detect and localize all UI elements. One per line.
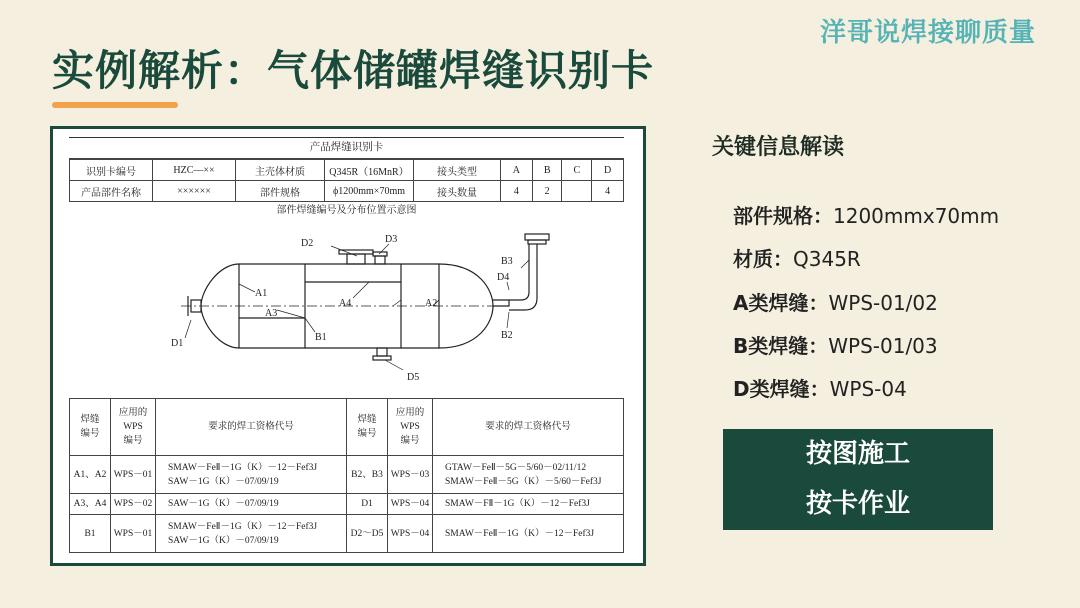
qual-line: GTAW－FeⅡ－5G－5/60－02/11/12 — [445, 462, 587, 473]
cell: ×××××× — [153, 181, 236, 202]
brand-logo-text: 洋哥说焊接聊质量 — [820, 18, 1037, 48]
info-item-a-weld — [733, 287, 938, 316]
cell: 识别卡编号 — [70, 160, 153, 181]
label-A2: A2 — [425, 298, 438, 309]
callout-line-1: 按图施工 — [805, 439, 910, 469]
cell-wps: WPS－01 — [111, 515, 156, 553]
cell-wps: WPS－02 — [111, 494, 156, 515]
callout-line-2: 按卡作业 — [805, 489, 910, 519]
qual-line: SMAW－FeⅡ－1G（K）－12－Fef3J — [168, 521, 318, 532]
qual-line: SMAW－FeⅡ－1G（K）－12－Fef3J — [168, 462, 318, 473]
label-D4: D4 — [497, 272, 510, 283]
label-B1: B1 — [315, 332, 327, 343]
cell: A — [501, 160, 533, 181]
title-underline — [52, 102, 178, 108]
table-row — [70, 181, 624, 202]
header-weld-no: 焊缝 编号 — [70, 399, 111, 456]
weld-id-card-image — [50, 126, 646, 566]
cell: HZC—×× — [153, 160, 236, 181]
table-row — [70, 160, 624, 181]
qual-line: SAW－1G（K）－07/09/19 — [168, 535, 279, 546]
label-D1: D1 — [171, 338, 184, 349]
cell-weld-no: A1、A2 — [70, 456, 111, 494]
info-label: A类焊缝： — [733, 291, 829, 315]
cell-qual — [156, 494, 347, 515]
table-row — [70, 515, 624, 553]
cell-weld-no: B1 — [70, 515, 111, 553]
cell: 部件规格 — [236, 181, 325, 202]
cell: ϕ1200mm×70mm — [325, 181, 414, 202]
cell-weld-no: A3、A4 — [70, 494, 111, 515]
info-item-d-weld — [733, 373, 907, 402]
info-label: D类焊缝： — [733, 377, 830, 401]
info-value: 1200mmx70mm — [833, 204, 1000, 228]
info-label: 材质： — [733, 247, 793, 271]
info-label: B类焊缝： — [733, 334, 829, 358]
cell: 4 — [501, 181, 533, 202]
cell-weld-no: D2～D5 — [347, 515, 388, 553]
header-qual: 要求的焊工资格代号 — [433, 399, 624, 456]
table-row — [70, 456, 624, 494]
table-header-row — [70, 399, 624, 456]
header-wps: 应用的 WPS 编号 — [111, 399, 156, 456]
header-qual: 要求的焊工资格代号 — [156, 399, 347, 456]
info-value: WPS-01/02 — [828, 291, 938, 315]
cell: 主壳体材质 — [236, 160, 325, 181]
summary-callout — [723, 429, 993, 530]
qual-line: SAW－1G（K）－07/09/19 — [168, 499, 279, 509]
header-wps: 应用的 WPS 编号 — [388, 399, 433, 456]
info-item-material — [733, 243, 861, 272]
cell-qual — [156, 456, 347, 494]
cell — [562, 181, 592, 202]
info-value: Q345R — [793, 247, 861, 271]
wps-table — [69, 398, 624, 553]
label-D3: D3 — [385, 234, 398, 245]
label-A1: A1 — [255, 288, 268, 299]
cell: 接头数量 — [414, 181, 501, 202]
qual-line: SMAW－FⅡ－1G（K）－12－Fef3J — [445, 499, 590, 509]
card-caption: 产品焊缝识别卡 — [69, 137, 624, 159]
label-A4: A4 — [339, 298, 352, 309]
cell: C — [562, 160, 592, 181]
page-title: 实例解析：气体储罐焊缝识别卡 — [52, 46, 655, 95]
qual-line: SAW－1G（K）－07/09/19 — [168, 476, 279, 487]
label-D2: D2 — [301, 238, 314, 249]
cell: Q345R（16MnR） — [325, 160, 414, 181]
info-value: WPS-01/03 — [828, 334, 938, 358]
cell-wps: WPS－04 — [388, 515, 433, 553]
label-A3: A3 — [265, 308, 278, 319]
cell-qual — [433, 515, 624, 553]
qual-line: SMAW－FeⅡ－5G（K）－5/60－Fef3J — [445, 476, 602, 487]
info-value: WPS-04 — [829, 377, 907, 401]
cell-weld-no: B2、B3 — [347, 456, 388, 494]
label-B2: B2 — [501, 330, 513, 341]
cell: 产品部件名称 — [70, 181, 153, 202]
table-row — [70, 494, 624, 515]
cell-qual — [156, 515, 347, 553]
cell: B — [532, 160, 562, 181]
info-item-spec — [733, 200, 999, 229]
label-B3: B3 — [501, 256, 513, 267]
qual-line: SMAW－FeⅡ－1G（K）－12－Fef3J — [445, 528, 595, 539]
cell: 接头类型 — [414, 160, 501, 181]
cell-wps: WPS－01 — [111, 456, 156, 494]
cell-wps: WPS－03 — [388, 456, 433, 494]
tank-diagram — [69, 220, 624, 398]
info-item-b-weld — [733, 330, 938, 359]
card-info-table — [69, 159, 624, 202]
info-label: 部件规格： — [733, 204, 833, 228]
cell-qual — [433, 456, 624, 494]
cell: 2 — [532, 181, 562, 202]
cell-weld-no: D1 — [347, 494, 388, 515]
label-D5: D5 — [407, 372, 420, 383]
cell-qual — [433, 494, 624, 515]
cell-wps: WPS－04 — [388, 494, 433, 515]
cell: D — [592, 160, 624, 181]
side-heading: 关键信息解读 — [712, 135, 845, 160]
tank-drawing — [69, 220, 624, 398]
diagram-caption: 部件焊缝编号及分布位置示意图 — [276, 205, 417, 216]
header-weld-no: 焊缝 编号 — [347, 399, 388, 456]
cell: 4 — [592, 181, 624, 202]
